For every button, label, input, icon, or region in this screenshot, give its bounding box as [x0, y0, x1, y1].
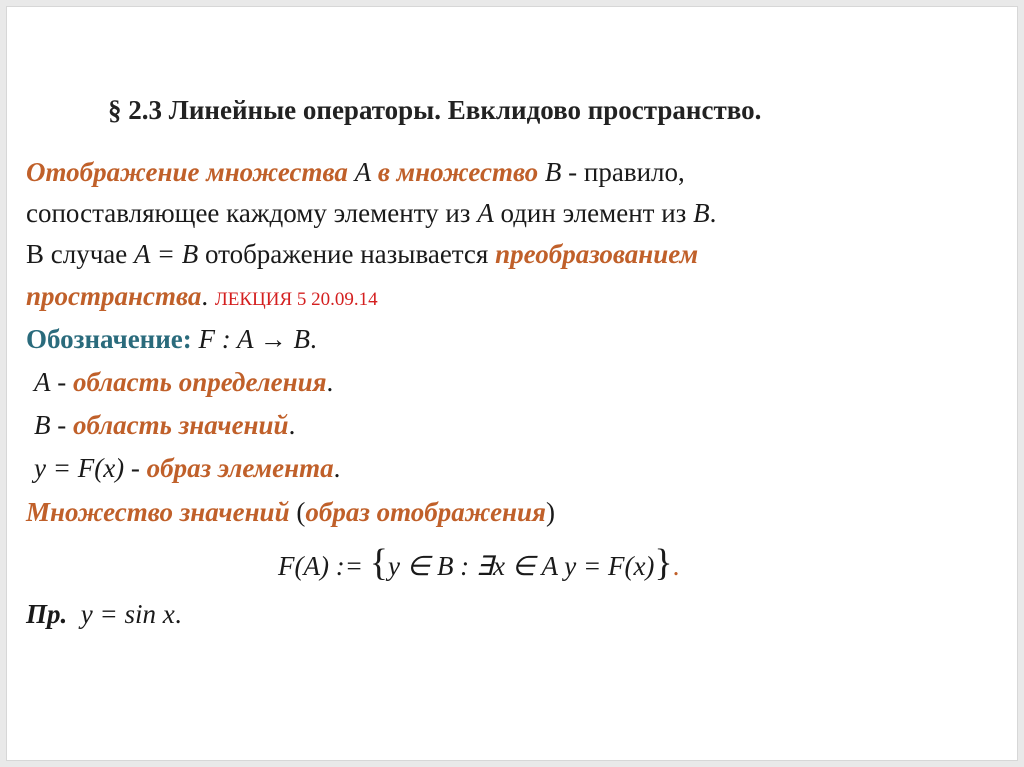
var-b: B: [34, 410, 51, 440]
period: .: [174, 599, 182, 629]
brace-close: }: [654, 542, 673, 584]
notation-line: [26, 323, 317, 355]
text-one-element: один элемент из: [493, 198, 694, 228]
slide: [6, 6, 1018, 761]
formula-set-body: y ∈ B : ∃x ∈ A y = F(x): [387, 551, 655, 581]
period: .: [672, 551, 680, 581]
formula-a-equals-b: A = B: [134, 239, 199, 269]
formula-y-equals-fx: y = F(x): [34, 453, 125, 483]
var-a: A: [34, 367, 51, 397]
formula-sin: y = sin x: [80, 599, 175, 629]
range-line: [34, 409, 295, 441]
var-b: B: [693, 198, 710, 228]
paren-open: (: [289, 497, 306, 527]
term-mapping-image: образ отображения: [305, 497, 546, 527]
term-element-image: образ элемента: [146, 453, 334, 483]
lecture-note: ЛЕКЦИЯ 5 20.09.14: [214, 289, 378, 310]
term-domain: область определения: [73, 367, 327, 397]
period: .: [709, 198, 717, 228]
text-rule: - правило,: [561, 157, 685, 187]
text-called: отображение называется: [198, 239, 496, 269]
var-a: A: [354, 157, 372, 187]
var-a: A: [477, 198, 494, 228]
period: .: [333, 453, 341, 483]
definition-line-4: [26, 280, 378, 316]
period: .: [326, 367, 334, 397]
period: .: [310, 324, 317, 354]
formula-mapping: F : A → B: [198, 324, 311, 354]
paren-close: ): [545, 497, 555, 527]
image-element-line: [34, 452, 340, 484]
term-mapping: Отображение множества: [26, 157, 355, 187]
set-formula-line: [278, 542, 680, 584]
brace-open: {: [369, 542, 388, 584]
definition-line-2: [26, 197, 716, 229]
dash: -: [50, 410, 73, 440]
formula-fa: F(A) :=: [278, 551, 370, 581]
slide-title: § 2.3 Линейные операторы. Евклидово пространство.: [108, 95, 762, 125]
definition-line-1: [26, 156, 685, 188]
dash: -: [124, 453, 147, 483]
value-set-line: [26, 496, 555, 528]
text-assign: сопоставляющее каждому элементу из: [26, 198, 478, 228]
term-transformation: преобразованием: [495, 239, 699, 269]
dash: -: [50, 367, 73, 397]
term-range: область значений: [73, 410, 289, 440]
domain-line: [34, 366, 333, 398]
term-space: пространства: [26, 281, 202, 311]
var-b: B: [544, 157, 562, 187]
definition-line-3: [26, 238, 698, 270]
notation-label: Обозначение:: [26, 324, 192, 354]
term-to-set: в множество: [371, 157, 545, 187]
period: .: [201, 281, 215, 311]
example-line: [26, 598, 181, 630]
example-label: Пр.: [26, 599, 68, 629]
period: .: [288, 410, 296, 440]
term-value-set: Множество значений: [26, 497, 290, 527]
text-case: В случае: [26, 239, 135, 269]
